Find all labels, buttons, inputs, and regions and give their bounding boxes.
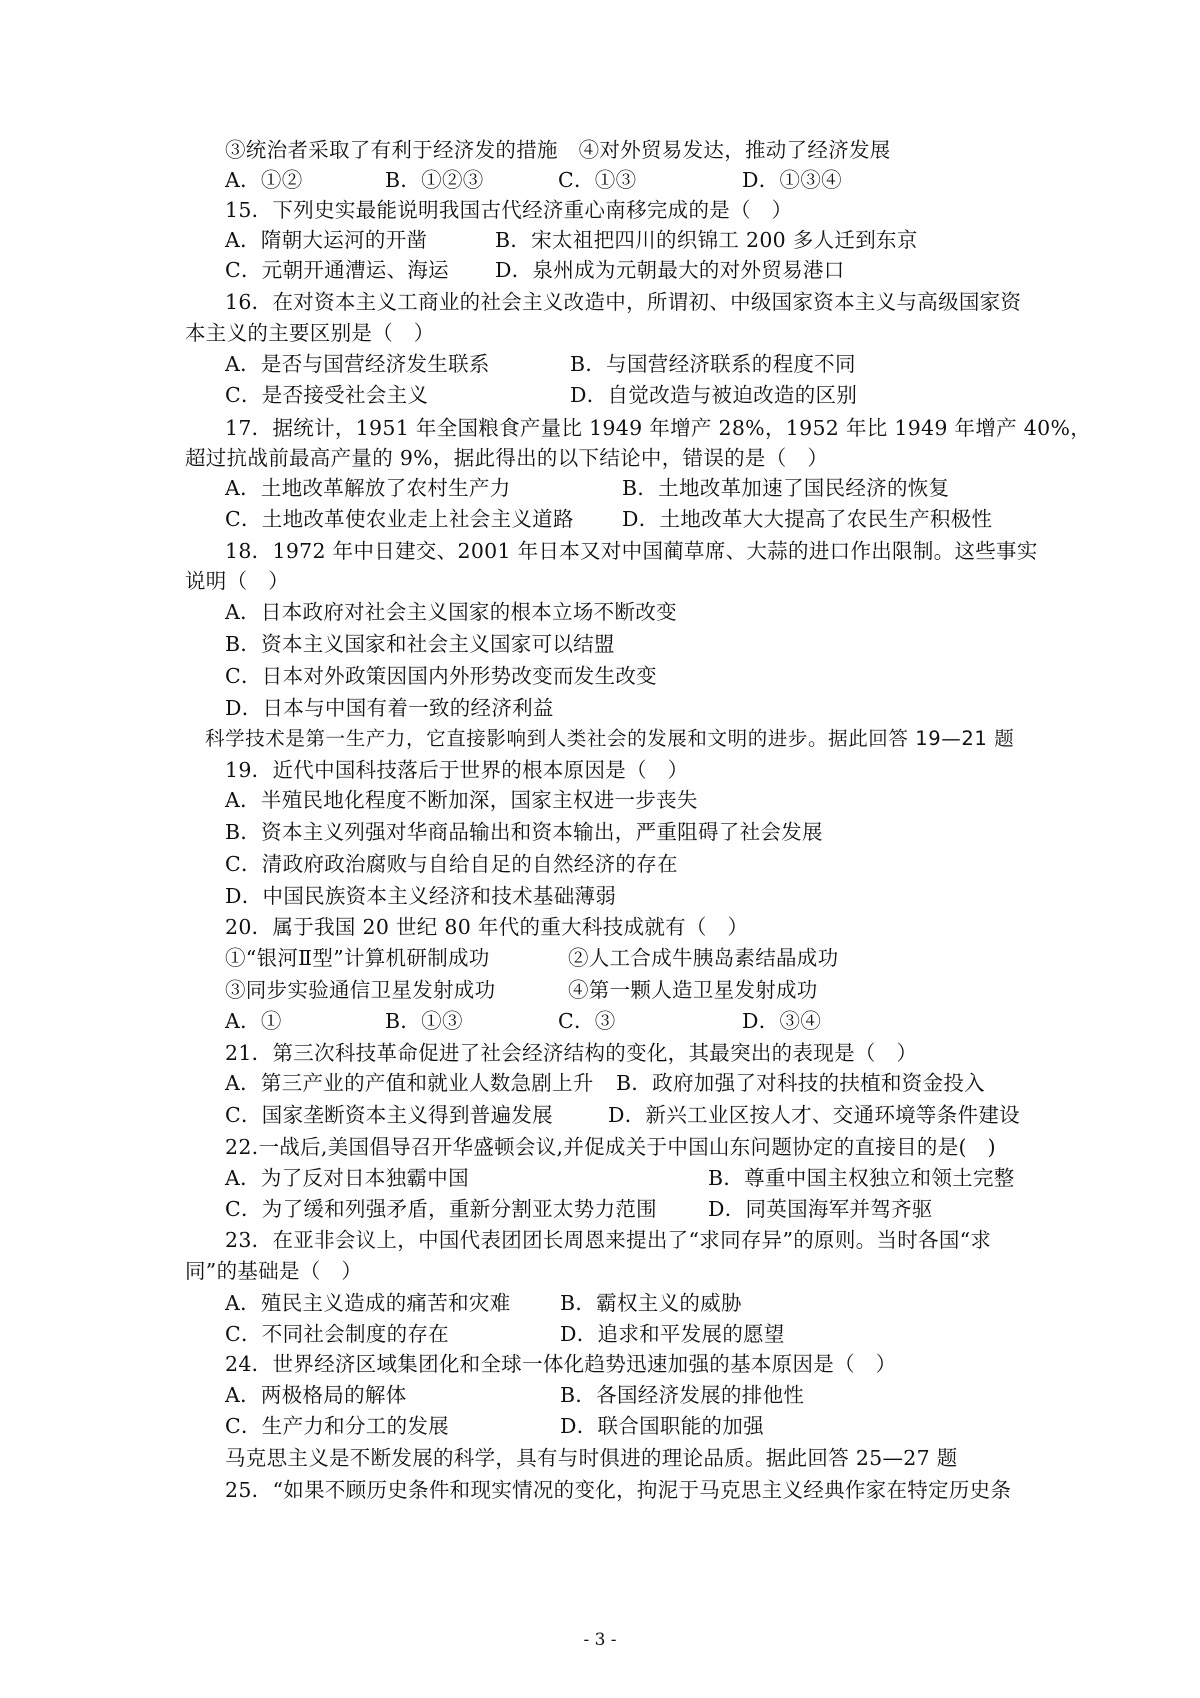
option-text: C．为了缓和列强矛盾，重新分割亚太势力范围 <box>225 1197 657 1221</box>
option-text: C．①③ <box>558 168 637 192</box>
option-text: B．与国营经济联系的程度不同 <box>570 352 856 376</box>
option-text: B．尊重中国主权独立和领土完整 <box>708 1166 1015 1190</box>
option-text: A．隋朝大运河的开凿 <box>225 228 428 252</box>
option-text: D．追求和平发展的愿望 <box>560 1322 785 1346</box>
option-text: C．国家垄断资本主义得到普遍发展 <box>225 1103 553 1127</box>
option-text: ①“银河Ⅱ型”计算机研制成功 <box>225 946 490 970</box>
option-text: C．不同社会制度的存在 <box>225 1322 449 1346</box>
page-number: - 3 - <box>583 1630 617 1650</box>
text-line: C．清政府政治腐败与自给自足的自然经济的存在 <box>225 852 678 876</box>
option-text: D．③④ <box>742 1009 822 1033</box>
option-text: D．新兴工业区按人才、交通环境等条件建设 <box>608 1103 1020 1127</box>
option-text: B．①②③ <box>385 168 484 192</box>
text-line: A．日本政府对社会主义国家的根本立场不断改变 <box>225 600 677 624</box>
text-line: 16．在对资本主义工商业的社会主义改造中，所谓初、中级国家资本主义与高级国家资 <box>225 290 1022 314</box>
option-text: A．为了反对日本独霸中国 <box>225 1166 469 1190</box>
section-intro: 科学技术是第一生产力，它直接影响到人类社会的发展和文明的进步。据此回答 19—21 题 <box>205 727 1015 750</box>
option-text: D．土地改革大大提高了农民生产积极性 <box>622 507 993 531</box>
text-line: 说明（ ） <box>185 569 289 593</box>
option-text: A．殖民主义造成的痛苦和灾难 <box>225 1291 511 1315</box>
text-line: B．资本主义国家和社会主义国家可以结盟 <box>225 632 615 656</box>
option-text: C．生产力和分工的发展 <box>225 1414 449 1438</box>
option-text: A．①② <box>225 168 303 192</box>
option-text: B．政府加强了对科技的扶植和资金投入 <box>616 1071 985 1095</box>
text-line: 18．1972 年中日建交、2001 年日本又对中国蔺草席、大蒜的进口作出限制。这些事实 <box>225 539 1038 563</box>
option-text: C．元朝开通漕运、海运 <box>225 258 449 282</box>
text-line: 19．近代中国科技落后于世界的根本原因是（ ） <box>225 758 689 782</box>
text-line: 17．据统计，1951 年全国粮食产量比 1949 年增产 28%，1952 年比 1949 年增产 40%， <box>225 416 1092 440</box>
option-text: B．霸权主义的威胁 <box>560 1291 742 1315</box>
option-text: D．同英国海军并驾齐驱 <box>708 1197 933 1221</box>
option-text: C．是否接受社会主义 <box>225 383 429 407</box>
option-text: A．是否与国营经济发生联系 <box>225 352 490 376</box>
text-line: 本主义的主要区别是（ ） <box>185 321 435 345</box>
text-line: 25．“如果不顾历史条件和现实情况的变化，拘泥于马克思主义经典作家在特定历史条 <box>225 1478 1012 1502</box>
text-line: 马克思主义是不断发展的科学，具有与时俱进的理论品质。据此回答 25—27 题 <box>225 1446 958 1470</box>
option-text: ③同步实验通信卫星发射成功 <box>225 978 496 1002</box>
text-line: C．日本对外政策因国内外形势改变而发生改变 <box>225 664 657 688</box>
option-text: D．自觉改造与被迫改造的区别 <box>570 383 858 407</box>
option-text: B．土地改革加速了国民经济的恢复 <box>622 476 950 500</box>
text-line: 22.一战后,美国倡导召开华盛顿会议,并促成关于中国山东问题协定的直接目的是( ) <box>225 1135 996 1159</box>
text-line: 21．第三次科技革命促进了社会经济结构的变化，其最突出的表现是（ ） <box>225 1041 918 1065</box>
option-text: D．①③④ <box>742 168 842 192</box>
text-line: B．资本主义列强对华商品输出和资本输出，严重阻碍了社会发展 <box>225 820 823 844</box>
option-text: B．宋太祖把四川的织锦工 200 多人迁到东京 <box>495 228 918 252</box>
text-line: 同”的基础是（ ） <box>185 1259 363 1283</box>
text-line: 15．下列史实最能说明我国古代经济重心南移完成的是（ ） <box>225 198 793 222</box>
option-text: B．各国经济发展的排他性 <box>560 1383 805 1407</box>
option-text: ②人工合成牛胰岛素结晶成功 <box>568 946 839 970</box>
option-text: C．③ <box>558 1009 616 1033</box>
option-text: D．联合国职能的加强 <box>560 1414 764 1438</box>
option-text: C．土地改革使农业走上社会主义道路 <box>225 507 574 531</box>
text-line: 超过抗战前最高产量的 9%，据此得出的以下结论中，错误的是（ ） <box>185 446 829 470</box>
option-text: ④第一颗人造卫星发射成功 <box>568 978 818 1002</box>
option-text: A．土地改革解放了农村生产力 <box>225 476 511 500</box>
option-text: B．①③ <box>385 1009 463 1033</box>
text-line: 20．属于我国 20 世纪 80 年代的重大科技成就有（ ） <box>225 915 749 939</box>
text-line: D．日本与中国有着一致的经济利益 <box>225 696 554 720</box>
option-text: A．① <box>225 1009 282 1033</box>
text-line: ③统治者采取了有利于经济发的措施 ④对外贸易发达，推动了经济发展 <box>225 138 891 162</box>
option-text: D．泉州成为元朝最大的对外贸易港口 <box>495 258 845 282</box>
option-text: A．第三产业的产值和就业人数急剧上升 <box>225 1071 594 1095</box>
option-text: A．两极格局的解体 <box>225 1383 407 1407</box>
text-line: D．中国民族资本主义经济和技术基础薄弱 <box>225 884 617 908</box>
text-line: 23．在亚非会议上，中国代表团团长周恩来提出了“求同存异”的原则。当时各国“求 <box>225 1228 992 1252</box>
text-line: A．半殖民地化程度不断加深，国家主权进一步丧失 <box>225 788 698 812</box>
text-line: 24．世界经济区域集团化和全球一体化趋势迅速加强的基本原因是（ ） <box>225 1352 897 1376</box>
